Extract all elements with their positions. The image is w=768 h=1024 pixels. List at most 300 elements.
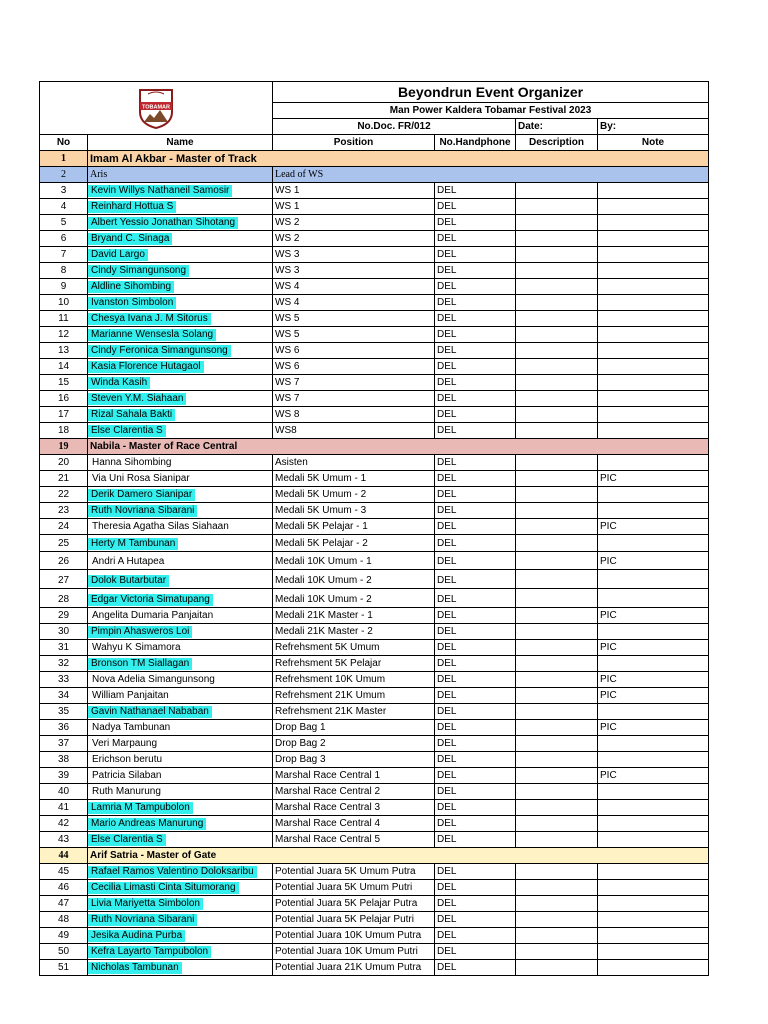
name-text: Bryand C. Sinaga [88,233,172,245]
name-cell [88,736,273,752]
description-cell [516,279,598,295]
description-cell [516,912,598,928]
handphone-cell: DEL [435,720,516,736]
col-header-no: No [40,135,88,151]
table-row [40,311,709,327]
position-cell: WS 1 [273,183,435,199]
name-cell [88,311,273,327]
name-cell [88,624,273,640]
name-text: Wahyu K Simamora [92,642,181,653]
position-cell: Medali 10K Umum - 1 [273,552,435,570]
table-row [40,391,709,407]
name-cell [88,688,273,704]
name-cell [88,896,273,912]
name-cell [88,503,273,519]
position-cell: Marshal Race Central 2 [273,784,435,800]
row-number: 5 [40,215,88,231]
row-number: 2 [40,167,88,183]
handphone-cell: DEL [435,944,516,960]
name-text: Derik Damero Sianipar [88,489,195,501]
row-number: 4 [40,199,88,215]
handphone-cell: DEL [435,263,516,279]
name-text: Else Clarentia S [88,834,166,846]
col-header-handphone: No.Handphone [435,135,516,151]
name-text: Aldline Sihombing [88,281,174,293]
handphone-cell: DEL [435,391,516,407]
row-number: 42 [40,816,88,832]
name-text: Ruth Novriana Sibarani [88,914,197,926]
handphone-cell: DEL [435,487,516,503]
row-number: 46 [40,880,88,896]
position-cell: Drop Bag 2 [273,736,435,752]
note-cell [598,752,709,768]
note-cell: PIC [598,688,709,704]
table-row [40,552,709,570]
name-cell [88,880,273,896]
note-cell: PIC [598,640,709,656]
note-cell [598,183,709,199]
name-cell [88,231,273,247]
description-cell [516,295,598,311]
note-cell: PIC [598,471,709,487]
description-cell [516,231,598,247]
name-text: Cecilia Limasti Cinta Situmorang [88,882,239,894]
name-text: Veri Marpaung [92,738,158,749]
name-text: Bronson TM Siallagan [88,658,192,670]
lead-name: Aris [88,167,273,183]
section-title: Imam Al Akbar - Master of Track [88,151,709,167]
doc-subtitle: Man Power Kaldera Tobamar Festival 2023 [273,103,709,119]
row-number: 28 [40,589,88,608]
handphone-cell: DEL [435,183,516,199]
name-text: Nicholas Tambunan [88,962,182,974]
description-cell [516,928,598,944]
note-cell: PIC [598,768,709,784]
row-number: 19 [40,439,88,455]
note-cell [598,832,709,848]
name-cell [88,535,273,552]
table-row [40,183,709,199]
handphone-cell: DEL [435,896,516,912]
note-cell [598,736,709,752]
handphone-cell: DEL [435,570,516,589]
table-row [40,864,709,880]
position-cell: Marshal Race Central 3 [273,800,435,816]
name-text: Andri A Hutapea [92,556,165,567]
col-header-name: Name [88,135,273,151]
table-row [40,784,709,800]
event-logo [136,86,176,130]
handphone-cell: DEL [435,247,516,263]
handphone-cell: DEL [435,375,516,391]
position-cell: Potential Juara 5K Umum Putra [273,864,435,880]
row-number: 1 [40,151,88,167]
handphone-cell: DEL [435,359,516,375]
row-number: 36 [40,720,88,736]
note-cell: PIC [598,519,709,535]
name-text: David Largo [88,249,148,261]
position-cell: Refrehsment 21K Umum [273,688,435,704]
description-cell [516,570,598,589]
table-row [40,570,709,589]
handphone-cell: DEL [435,768,516,784]
note-cell [598,391,709,407]
handphone-cell: DEL [435,816,516,832]
row-number: 22 [40,487,88,503]
description-cell [516,688,598,704]
name-cell [88,800,273,816]
note-cell [598,624,709,640]
description-cell [516,343,598,359]
position-cell: Medali 5K Pelajar - 2 [273,535,435,552]
row-number: 11 [40,311,88,327]
description-cell [516,471,598,487]
handphone-cell: DEL [435,912,516,928]
position-cell: Refrehsment 21K Master [273,704,435,720]
name-cell [88,864,273,880]
row-number: 8 [40,263,88,279]
note-cell [598,343,709,359]
table-row [40,640,709,656]
description-cell [516,247,598,263]
position-cell: WS 6 [273,359,435,375]
description-cell [516,784,598,800]
name-text: Hanna Sihombing [92,457,172,468]
row-number: 15 [40,375,88,391]
col-header-note: Note [598,135,709,151]
name-text: Nova Adelia Simangunsong [92,674,215,685]
position-cell: Medali 21K Master - 1 [273,608,435,624]
name-cell [88,183,273,199]
note-cell [598,589,709,608]
row-number: 6 [40,231,88,247]
description-cell [516,455,598,471]
row-number: 23 [40,503,88,519]
note-cell [598,944,709,960]
handphone-cell: DEL [435,656,516,672]
doc-title: Beyondrun Event Organizer [273,82,709,103]
position-cell: Refrehsment 5K Umum [273,640,435,656]
note-cell [598,960,709,976]
table-row [40,231,709,247]
position-cell: Medali 21K Master - 2 [273,624,435,640]
position-cell: WS8 [273,423,435,439]
note-cell [598,295,709,311]
table-row [40,503,709,519]
position-cell: WS 2 [273,215,435,231]
row-number: 37 [40,736,88,752]
row-number: 12 [40,327,88,343]
description-cell [516,880,598,896]
row-number: 32 [40,656,88,672]
note-cell: PIC [598,720,709,736]
name-text: Winda Kasih [88,377,150,389]
position-cell: Potential Juara 10K Umum Putra [273,928,435,944]
column-header-row [40,135,709,151]
name-cell [88,375,273,391]
description-cell [516,800,598,816]
position-cell: Potential Juara 5K Pelajar Putri [273,912,435,928]
name-text: Herty M Tambunan [88,538,178,550]
name-text: Via Uni Rosa Sianipar [92,473,190,484]
handphone-cell: DEL [435,672,516,688]
table-row [40,720,709,736]
name-cell [88,816,273,832]
note-cell [598,570,709,589]
position-cell: WS 7 [273,391,435,407]
row-number: 27 [40,570,88,589]
position-cell: WS 1 [273,199,435,215]
name-text: Cindy Simangunsong [88,265,189,277]
row-number: 7 [40,247,88,263]
note-cell [598,279,709,295]
position-cell: WS 5 [273,311,435,327]
name-cell [88,640,273,656]
handphone-cell: DEL [435,800,516,816]
name-text: Steven Y.M. Siahaan [88,393,186,405]
name-cell [88,295,273,311]
description-cell [516,720,598,736]
note-cell [598,231,709,247]
note-cell [598,896,709,912]
table-row [40,688,709,704]
name-text: Theresia Agatha Silas Siahaan [92,521,229,532]
table-row [40,359,709,375]
name-text: Nadya Tambunan [92,722,171,733]
handphone-cell: DEL [435,423,516,439]
note-cell [598,247,709,263]
note-cell [598,263,709,279]
position-cell: Refrehsment 5K Pelajar [273,656,435,672]
row-number: 18 [40,423,88,439]
row-number: 40 [40,784,88,800]
col-header-position: Position [273,135,435,151]
description-cell [516,589,598,608]
row-number: 14 [40,359,88,375]
note-cell [598,704,709,720]
name-text: Mario Andreas Manurung [88,818,206,830]
lead-row [40,167,709,183]
name-cell [88,199,273,215]
row-number: 30 [40,624,88,640]
table-row [40,656,709,672]
name-cell [88,327,273,343]
name-cell [88,832,273,848]
table-row [40,912,709,928]
name-text: Else Clarentia S [88,425,166,437]
note-cell [598,215,709,231]
row-number: 33 [40,672,88,688]
description-cell [516,503,598,519]
name-text: Rizal Sahala Bakti [88,409,175,421]
table-row [40,880,709,896]
name-cell [88,455,273,471]
name-text: Chesya Ivana J. M Sitorus [88,313,211,325]
table-row [40,423,709,439]
description-cell [516,327,598,343]
note-cell [598,656,709,672]
table-row [40,672,709,688]
position-cell: WS 7 [273,375,435,391]
table-row [40,944,709,960]
row-number: 21 [40,471,88,487]
description-cell [516,375,598,391]
table-row [40,327,709,343]
table-row [40,199,709,215]
table-row [40,519,709,535]
name-cell [88,570,273,589]
table-row [40,343,709,359]
name-cell [88,359,273,375]
handphone-cell: DEL [435,928,516,944]
row-number: 29 [40,608,88,624]
name-cell [88,552,273,570]
name-cell [88,279,273,295]
position-cell: Potential Juara 21K Umum Putra [273,960,435,976]
position-cell: Potential Juara 10K Umum Putri [273,944,435,960]
name-text: Lamria M Tampubolon [88,802,193,814]
note-cell [598,407,709,423]
handphone-cell: DEL [435,295,516,311]
handphone-cell: DEL [435,608,516,624]
name-cell [88,720,273,736]
col-header-description: Description [516,135,598,151]
handphone-cell: DEL [435,552,516,570]
note-cell [598,784,709,800]
logo-cell [40,82,273,135]
table-row [40,608,709,624]
table-row [40,960,709,976]
handphone-cell: DEL [435,279,516,295]
description-cell [516,263,598,279]
row-number: 10 [40,295,88,311]
row-number: 43 [40,832,88,848]
name-cell [88,944,273,960]
table-row [40,487,709,503]
name-text: Ivanston Simbolon [88,297,176,309]
name-cell [88,589,273,608]
name-cell [88,704,273,720]
description-cell [516,407,598,423]
note-cell [598,912,709,928]
note-cell [598,928,709,944]
name-cell [88,608,273,624]
row-number: 25 [40,535,88,552]
row-number: 51 [40,960,88,976]
row-number: 35 [40,704,88,720]
description-cell [516,391,598,407]
table-row [40,471,709,487]
description-cell [516,736,598,752]
name-cell [88,784,273,800]
row-number: 9 [40,279,88,295]
handphone-cell: DEL [435,215,516,231]
position-cell: Potential Juara 5K Pelajar Putra [273,896,435,912]
row-number: 31 [40,640,88,656]
position-cell: WS 5 [273,327,435,343]
description-cell [516,672,598,688]
note-cell: PIC [598,552,709,570]
name-cell [88,343,273,359]
row-number: 3 [40,183,88,199]
note-cell [598,327,709,343]
lead-position: Lead of WS [273,167,709,183]
name-cell [88,215,273,231]
name-cell [88,487,273,503]
name-cell [88,912,273,928]
name-text: Edgar Victoria Simatupang [88,594,213,606]
description-cell [516,752,598,768]
description-cell [516,624,598,640]
note-cell [598,375,709,391]
position-cell: Potential Juara 5K Umum Putri [273,880,435,896]
table-row [40,263,709,279]
handphone-cell: DEL [435,311,516,327]
row-number: 41 [40,800,88,816]
handphone-cell: DEL [435,688,516,704]
position-cell: Medali 5K Umum - 1 [273,471,435,487]
position-cell: WS 4 [273,295,435,311]
position-cell: Medali 5K Pelajar - 1 [273,519,435,535]
note-cell [598,199,709,215]
handphone-cell: DEL [435,752,516,768]
name-text: Angelita Dumaria Panjaitan [92,610,214,621]
name-text: Marianne Wensesla Solang [88,329,216,341]
table-row [40,279,709,295]
name-cell [88,656,273,672]
section-title: Arif Satria - Master of Gate [88,848,709,864]
table-row [40,736,709,752]
handphone-cell: DEL [435,624,516,640]
table-row [40,752,709,768]
position-cell: Asisten [273,455,435,471]
note-cell [598,800,709,816]
name-text: Ruth Manurung [92,786,161,797]
description-cell [516,519,598,535]
row-number: 39 [40,768,88,784]
position-cell: Medali 10K Umum - 2 [273,589,435,608]
handphone-cell: DEL [435,471,516,487]
description-cell [516,535,598,552]
table-row [40,832,709,848]
name-cell [88,263,273,279]
position-cell: Medali 5K Umum - 3 [273,503,435,519]
position-cell: WS 6 [273,343,435,359]
description-cell [516,423,598,439]
row-number: 49 [40,928,88,944]
name-text: Reinhard Hottua S [88,201,176,213]
name-cell [88,247,273,263]
note-cell [598,880,709,896]
position-cell: Medali 5K Umum - 2 [273,487,435,503]
description-cell [516,864,598,880]
handphone-cell: DEL [435,535,516,552]
section-row [40,848,709,864]
handphone-cell: DEL [435,519,516,535]
description-cell [516,552,598,570]
position-cell: WS 8 [273,407,435,423]
name-text: Rafael Ramos Valentino Doloksaribu [88,866,257,878]
description-cell [516,183,598,199]
name-text: Kefra Layarto Tampubolon [88,946,211,958]
note-cell [598,487,709,503]
table-row [40,215,709,231]
row-number: 45 [40,864,88,880]
description-cell [516,704,598,720]
name-text: Erichson berutu [92,754,163,765]
name-text: Gavin Nathanael Nababan [88,706,212,718]
table-row [40,800,709,816]
